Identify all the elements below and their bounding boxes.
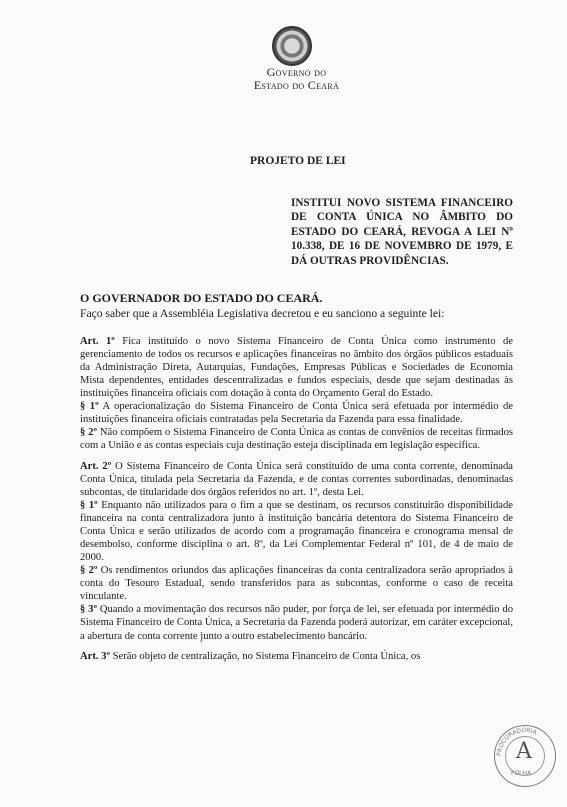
paragraph-number: § 2º	[80, 427, 97, 439]
paragraph-text: Quando a movimentação dos recursos não puder, por força de lei, ser efetuada por intermédio do Sistema Financeiro de Conta Única, a Secretaria da Fazenda poderá autorizar, em caráter excepcional, a abertura de conta corrente junto a outro estabelecimento bancário.	[80, 604, 513, 642]
signature-mark-icon: A	[516, 739, 532, 764]
article-2-paragraph-1	[80, 499, 513, 564]
article-text: O Sistema Financeiro de Conta Única será constituído de uma conta corrente, denominada Conta Única, titulada pela Secretaria da Fazenda, e de contas correntes subordinadas, denominadas subcontas, de titularidade dos órgãos referidos no art. 1º, desta Lei.	[80, 460, 513, 499]
paragraph-number: § 3º	[80, 604, 97, 616]
article-3	[80, 650, 513, 663]
paragraph-text: Não compõem o Sistema Financeiro de Conta Única as contas de convênios de receitas firmados com a União e as contas especiais cuja destinação esteja disciplinada em legislação específica.	[80, 427, 513, 452]
governador-heading: O GOVERNADOR DO ESTADO DO CEARÁ.	[80, 291, 323, 305]
document-body	[80, 335, 513, 663]
article-2-paragraph-2	[80, 564, 513, 603]
article-text: Fica instituído o novo Sistema Financeiro de Conta Única como instrumento de gerenciamento de todos os recursos e aplicações financeiras no âmbito dos órgãos públicos estaduais da Administração Direta, Autarquias, Fundações, Empresas Públicas e Sociedades de Economia Mista dependentes, entidades descentralizadas e fundos especiais, desde que sejam destinadas às instituições financeira oficiais com dotação à conta do Orçamento Geral do Estado.	[80, 336, 513, 400]
article-1	[80, 335, 513, 400]
article-number: Art. 2º	[80, 460, 112, 472]
paragraph-text: A operacionalização do Sistema Financeiro de Conta Única será efetuada por intermédio de instituições financeira oficiais contratadas pela Secretaria da Fazenda para essa finalidade.	[80, 401, 513, 426]
ementa: INSTITUI NOVO SISTEMA FINANCEIRO DE CONTA ÚNICA NO ÂMBITO DO ESTADO DO CEARÁ, REVOGA A LEI Nº 10.338, DE 16 DE NOVEMBRO DE 1979, E DÁ OUTRAS PROVIDÊNCIAS.	[291, 197, 513, 267]
paragraph-text: Os rendimentos oriundos das aplicações financeiras da conta centralizadora serão apropriados à conta do Tesouro Estadual, sendo transferidos para as subcontas, conforme o caso de receita vinculante.	[80, 565, 513, 603]
paragraph-text: Enquanto não utilizados para o fim a que se destinam, os recursos constituirão disponibilidade financeira na conta centralizadora junto à instituição bancária detentora do Sistema Financeiro de Conta Única e serão utilizados de acordo com a programação financeira e cronograma mensal de desembolso, conforme disciplina o art. 8º, da Lei Complementar Federal nº 101, de 4 de maio de 2000.	[80, 500, 513, 564]
paragraph-number: § 1º	[80, 500, 98, 512]
article-number: Art. 1º	[80, 336, 115, 347]
procuradoria-stamp	[494, 725, 556, 787]
stamp-ring-label: PROCURADORIA	[495, 726, 538, 757]
article-number: Art. 3º	[80, 651, 110, 663]
article-2-paragraph-3	[80, 603, 513, 642]
article-1-paragraph-1	[80, 400, 513, 426]
stamp-inner-label: FOLHA	[511, 770, 532, 777]
state-coat-of-arms-icon	[272, 26, 312, 66]
letterhead-line-1: Governo do	[266, 65, 327, 79]
article-1-paragraph-2	[80, 426, 513, 452]
enacting-clause: Faço saber que a Assembléia Legislativa decretou e eu sanciono a seguinte lei:	[80, 307, 445, 320]
paragraph-number: § 1º	[80, 401, 99, 413]
letterhead-line-2: Estado do Ceará	[253, 78, 340, 92]
document-title: PROJETO DE LEI	[250, 155, 346, 167]
article-2	[80, 460, 513, 499]
article-text: Serão objeto de centralização, no Sistema Financeiro de Conta Única, os	[109, 651, 421, 663]
paragraph-number: § 2º	[80, 565, 98, 577]
